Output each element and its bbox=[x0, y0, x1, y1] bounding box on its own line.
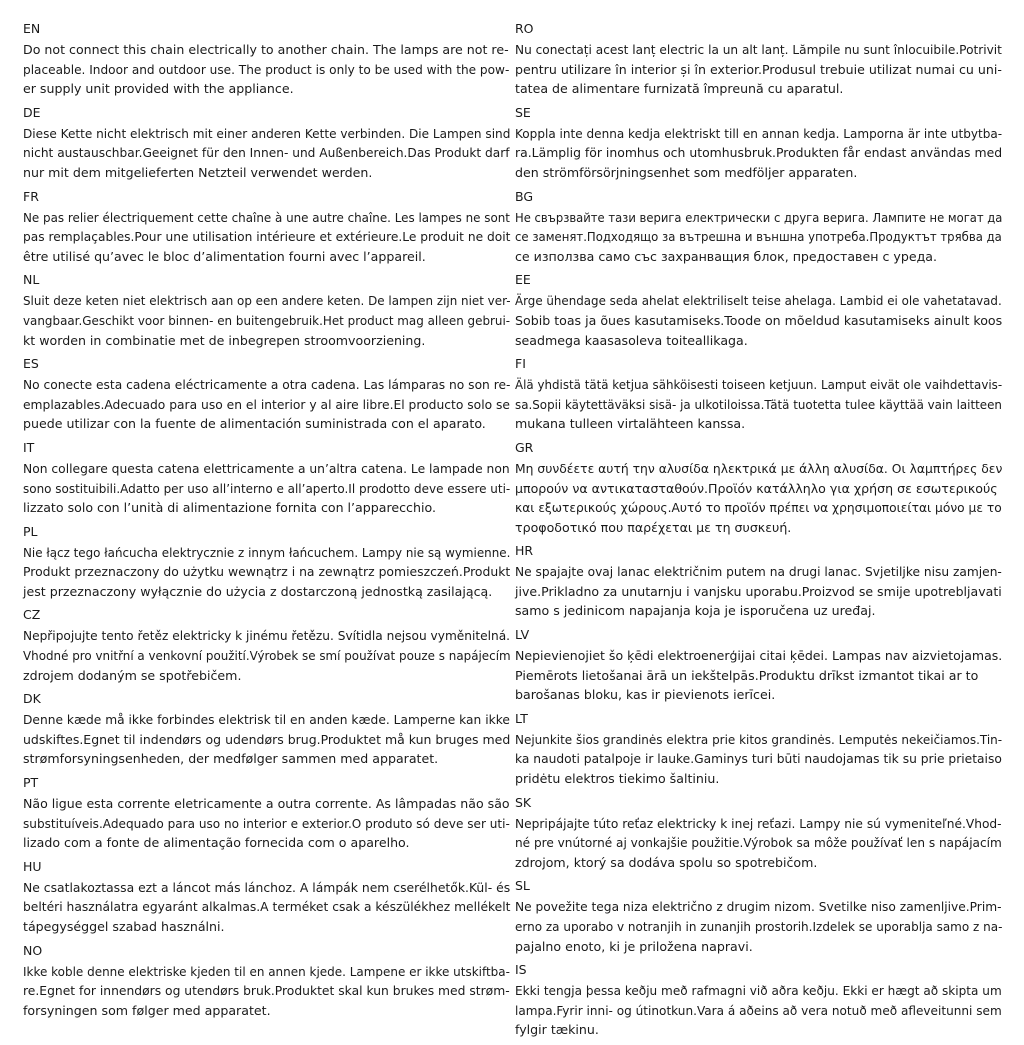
instruction-text bbox=[515, 814, 1002, 873]
text-line: ka naudoti patalpoje ir lauke.Gaminys turi būti naudojamas tik su prie prietaiso bbox=[515, 751, 1002, 767]
language-code: CZ bbox=[23, 607, 41, 623]
text-line: Ne spajajte ovaj lanac električnim putem na drugi lanac. Svjetiljke nisu zamjen- bbox=[515, 564, 1002, 580]
instruction-text bbox=[23, 794, 510, 853]
text-line: jest przeznaczony wyłącznie do użycia z dostarczoną jednostką zasilającą. bbox=[23, 583, 493, 599]
instruction-text bbox=[23, 710, 510, 769]
text-line: tápegységgel szabad használni. bbox=[23, 919, 225, 934]
language-section-sl bbox=[515, 877, 1002, 956]
language-section-de bbox=[23, 104, 510, 183]
text-line: er supply unit provided with the appliance. bbox=[23, 81, 294, 97]
text-line: και εξωτερικούς χώρους.Αυτό το προϊόν πρέπει να χρησιμοποιείται μόνο με το bbox=[515, 500, 1002, 516]
language-code: HU bbox=[23, 858, 42, 874]
instruction-text bbox=[515, 375, 1002, 434]
instruction-text bbox=[515, 897, 1002, 956]
text-line: re.Egnet for innendørs og utendørs bruk.Produktet skal kun brukes med strøm- bbox=[23, 983, 510, 999]
text-line: Non collegare questa catena elettricamente a un’altra catena. Le lampade non bbox=[23, 460, 510, 476]
instruction-text bbox=[515, 459, 1002, 537]
text-line: Sobib toas ja õues kasutamiseks.Toode on mõeldud kasutamiseks ainult koos bbox=[515, 312, 1003, 328]
instruction-text bbox=[23, 626, 510, 685]
text-line: Ikke koble denne elektriske kjeden til en annen kjede. Lampene er ikke utskiftba- bbox=[23, 963, 510, 979]
text-line: Koppla inte denna kedja elektriskt till en annan kedja. Lamporna är inte utbytba- bbox=[515, 125, 1003, 141]
instruction-text bbox=[515, 291, 1002, 350]
language-code: IT bbox=[23, 439, 35, 455]
text-line: се използва само със захранващия блок, предоставен с уреда. bbox=[515, 248, 938, 264]
language-section-es bbox=[23, 355, 510, 434]
text-line: Denne kæde må ikke forbindes elektrisk til en anden kæde. Lamperne kan ikke bbox=[23, 712, 510, 728]
text-line: pas remplaçables.Pour une utilisation intérieure et extérieure.Le produit ne doit bbox=[23, 229, 511, 245]
language-section-en bbox=[23, 20, 510, 99]
language-code: DK bbox=[23, 691, 41, 707]
text-line: Produkt przeznaczony do użytku wewnątrz i na zewnątrz pomieszczeń.Produkt bbox=[23, 564, 511, 580]
text-line: се заменят.Подходящо за вътрешна и външна употреба.Продуктът трябва да bbox=[515, 229, 1002, 245]
text-line: Nepievienojiet šo ķēdi elektroenerģijai citai ķēdei. Lampas nav aizvietojamas. bbox=[515, 648, 1003, 664]
text-line: Nu conectați acest lanț electric la un alt lanț. Lămpile nu sunt înlocuibile.Potrivit bbox=[515, 42, 1002, 57]
language-section-it bbox=[23, 439, 510, 518]
text-line: den strömförsörjningsenhet som medföljer apparaten. bbox=[515, 164, 858, 180]
text-line: sa.Sopii käytettäväksi sisä- ja ulkotiloissa.Tätä tuotetta tulee käyttää vain laitteen bbox=[515, 396, 1002, 412]
instruction-text bbox=[23, 208, 510, 267]
right-column bbox=[515, 20, 1002, 1045]
text-line: Do not connect this chain electrically to another chain. The lamps are not re- bbox=[23, 42, 509, 57]
text-line: pajalno enoto, ki je priložena napravi. bbox=[515, 938, 753, 954]
language-section-ro bbox=[515, 20, 1002, 99]
instruction-text bbox=[23, 878, 510, 937]
instruction-text bbox=[515, 124, 1002, 183]
language-code: HR bbox=[515, 543, 534, 559]
language-code: DE bbox=[23, 104, 41, 120]
text-line: kt worden in combinatie met de inbegrepen stroomvoorziening. bbox=[23, 332, 426, 348]
text-line: être utilisé qu’avec le bloc d’alimentation fourni avec l’appareil. bbox=[23, 248, 426, 264]
text-line: strømforsyningsenheden, der medfølger sammen med apparatet. bbox=[23, 751, 439, 767]
instruction-text bbox=[23, 375, 510, 434]
language-code: FR bbox=[23, 188, 39, 204]
text-line: nicht austauschbar.Geeignet für den Innen- und Außenbereich.Das Produkt darf bbox=[23, 145, 510, 161]
language-section-dk bbox=[23, 690, 510, 769]
text-line: Sluit deze keten niet elektrisch aan op een andere keten. De lampen zijn niet ver- bbox=[23, 293, 511, 309]
text-line: No conecte esta cadena eléctricamente a otra cadena. Las lámparas no son re- bbox=[23, 377, 511, 393]
text-line: Nepripájajte túto reťaz elektricky k inej reťazi. Lampy nie sú vymeniteľné.Vhod- bbox=[515, 815, 1002, 831]
text-line: erno za uporabo v notranjih in zunanjih prostorih.Izdelek se uporablja samo z na- bbox=[515, 919, 1003, 934]
language-code: IS bbox=[515, 962, 527, 978]
text-line: zdrojem dodaným se spotřebičem. bbox=[23, 667, 242, 683]
text-line: Nie łącz tego łańcucha elektrycznie z innym łańcuchem. Lampy nie są wymienne. bbox=[23, 544, 511, 560]
text-line: né pre vnútorné aj vonkajšie použitie.Výrobok sa môže používať len s napájacím bbox=[515, 835, 1002, 851]
text-line: Ne pas relier électriquement cette chaîne à une autre chaîne. Les lampes ne sont bbox=[23, 209, 510, 225]
language-section-cz bbox=[23, 606, 510, 685]
text-line: mukana tulleen virtalähteen kanssa. bbox=[515, 416, 746, 432]
language-section-pl bbox=[23, 523, 510, 602]
text-line: lizzato solo con l’unità di alimentazione fornita con l’apparecchio. bbox=[23, 500, 436, 516]
text-line: nur mit dem mitgelieferten Netzteil verwendet werden. bbox=[23, 164, 373, 180]
instruction-text bbox=[515, 40, 1002, 99]
text-line: forsyningen som følger med apparatet. bbox=[23, 1002, 271, 1018]
text-line: jive.Prikladno za unutarnju i vanjsku uporabu.Proizvod se smije upotrebljavati bbox=[515, 583, 1002, 599]
language-section-ee bbox=[515, 271, 1002, 350]
instruction-text bbox=[23, 40, 510, 99]
text-line: Ne povežite tega niza električno z drugim nizom. Svetilke niso zamenljive.Prim- bbox=[515, 899, 1002, 915]
text-line: tatea de alimentare furnizată împreună cu aparatul. bbox=[515, 81, 844, 97]
language-code: PT bbox=[23, 775, 39, 791]
instruction-text bbox=[23, 124, 510, 183]
language-code: SK bbox=[515, 794, 532, 810]
language-code: EN bbox=[23, 21, 41, 36]
language-section-gr bbox=[515, 439, 1002, 537]
text-line: seadmega kaasasoleva toiteallikaga. bbox=[515, 332, 748, 348]
text-line: Nepřipojujte tento řetěz elektricky k jinému řetězu. Svítidla nejsou vyměnitelná. bbox=[23, 628, 511, 644]
language-section-pt bbox=[23, 774, 510, 853]
language-section-se bbox=[515, 104, 1002, 183]
text-line: beltéri használatra egyaránt alkalmas.A terméket csak a készülékhez mellékelt bbox=[23, 899, 511, 915]
text-line: lampa.Fyrir inni- og útinotkun.Vara á aðeins að vera notuð með afleveitunni sem bbox=[515, 1002, 1002, 1018]
text-line: Ne csatlakoztassa ezt a láncot más lánchoz. A lámpák nem cserélhetők.Kül- és bbox=[23, 879, 511, 895]
instruction-text bbox=[515, 562, 1002, 621]
text-line: lizado com a fonte de alimentação fornecida com o aparelho. bbox=[23, 835, 410, 851]
text-line: substituíveis.Adequado para uso no interior e exterior.O produto só deve ser uti- bbox=[23, 815, 510, 831]
text-line: puede utilizar con la fuente de alimentación suministrada con el aparato. bbox=[23, 416, 486, 432]
language-code: FI bbox=[515, 356, 526, 372]
text-line: vangbaar.Geschikt voor binnen- en buitengebruik.Het product mag alleen gebrui- bbox=[23, 312, 511, 328]
text-line: ra.Lämplig för inomhus och utomhusbruk.Produkten får endast användas med bbox=[515, 145, 1003, 161]
language-code: SE bbox=[515, 104, 531, 120]
language-section-hr bbox=[515, 542, 1002, 621]
text-line: placeable. Indoor and outdoor use. The product is only to be used with the pow- bbox=[23, 61, 510, 77]
text-line: barošanas bloku, kas ir pievienots ierīcei. bbox=[515, 687, 776, 703]
language-section-sk bbox=[515, 794, 1002, 873]
text-line: Diese Kette nicht elektrisch mit einer anderen Kette verbinden. Die Lampen sind bbox=[23, 125, 511, 141]
instruction-text bbox=[515, 208, 1002, 267]
language-section-hu bbox=[23, 858, 510, 937]
language-section-lv bbox=[515, 626, 1002, 705]
instruction-text bbox=[515, 981, 1002, 1040]
language-code: ES bbox=[23, 356, 39, 372]
language-section-fr bbox=[23, 188, 510, 267]
language-code: NL bbox=[23, 272, 40, 288]
language-code: RO bbox=[515, 21, 534, 36]
language-section-bg bbox=[515, 188, 1002, 267]
language-section-is bbox=[515, 961, 1002, 1040]
text-line: τροφοδοτικό που παρέχεται με τη συσκευή. bbox=[515, 519, 792, 535]
text-line: Ekki tengja þessa keðju með rafmagni við aðra keðju. Ekki er hægt að skipta um bbox=[515, 983, 1002, 999]
text-line: Не свързвайте тази верига електрически с друга верига. Лампите не могат да bbox=[515, 209, 1003, 225]
language-code: GR bbox=[515, 439, 534, 455]
language-code: EE bbox=[515, 272, 531, 288]
text-line: sono sostituibili.Adatto per uso all’interno e all’aperto.Il prodotto deve essere uti- bbox=[23, 480, 511, 496]
text-line: udskiftes.Egnet til indendørs og udendørs brug.Produktet må kun bruges med bbox=[23, 731, 511, 747]
text-line: μπορούν να αντικατασταθούν.Προϊόν κατάλληλο για χρήση σε εσωτερικούς bbox=[515, 480, 998, 496]
language-code: LV bbox=[515, 627, 530, 643]
language-code: NO bbox=[23, 942, 43, 958]
language-section-lt bbox=[515, 710, 1002, 789]
text-line: samo s jedinicom napajanja koja je isporučena uz uređaj. bbox=[515, 603, 876, 619]
language-section-fi bbox=[515, 355, 1002, 434]
instruction-text bbox=[23, 962, 510, 1021]
instruction-text bbox=[23, 291, 510, 350]
instruction-text bbox=[23, 543, 510, 602]
language-code: BG bbox=[515, 188, 534, 204]
text-line: Ärge ühendage seda ahelat elektriliselt teise ahelaga. Lambid ei ole vahetatavad. bbox=[515, 293, 1002, 309]
left-column bbox=[23, 20, 510, 1025]
text-line: emplazables.Adecuado para uso en el interior y al aire libre.El producto solo se bbox=[23, 396, 511, 412]
text-line: Älä yhdistä tätä ketjua sähköisesti toiseen ketjuun. Lamput eivät ole vaihdettavis- bbox=[515, 377, 1003, 393]
text-line: Vhodné pro vnitřní a venkovní použití.Výrobek se smí používat pouze s napájecím bbox=[23, 648, 511, 664]
language-section-no bbox=[23, 942, 510, 1021]
language-section-nl bbox=[23, 271, 510, 350]
language-code: PL bbox=[23, 523, 38, 539]
text-line: Μη συνδέετε αυτή την αλυσίδα ηλεκτρικά με άλλη αλυσίδα. Οι λαμπτήρες δεν bbox=[515, 460, 1003, 476]
language-code: SL bbox=[515, 878, 530, 894]
instruction-text bbox=[515, 730, 1002, 789]
text-line: pentru utilizare în interior și în exterior.Produsul trebuie utilizat numai cu uni- bbox=[515, 61, 1002, 77]
text-line: pridėtu elektros tiekimo šaltiniu. bbox=[515, 771, 720, 787]
text-line: Não ligue esta corrente eletricamente a outra corrente. As lâmpadas não são bbox=[23, 796, 510, 812]
text-line: Nejunkite šios grandinės elektra prie kitos grandinės. Lemputės nekeičiamos.Tin- bbox=[515, 731, 1003, 747]
instruction-text bbox=[23, 459, 510, 518]
text-line: zdrojom, ktorý sa dodáva spolu so spotrebičom. bbox=[515, 854, 818, 870]
language-code: LT bbox=[515, 710, 528, 726]
text-line: Piemērots lietošanai ārā un iekštelpās.Produktu drīkst izmantot tikai ar to bbox=[515, 667, 979, 683]
instruction-text bbox=[515, 646, 1002, 705]
text-line: fylgir tækinu. bbox=[515, 1022, 599, 1038]
